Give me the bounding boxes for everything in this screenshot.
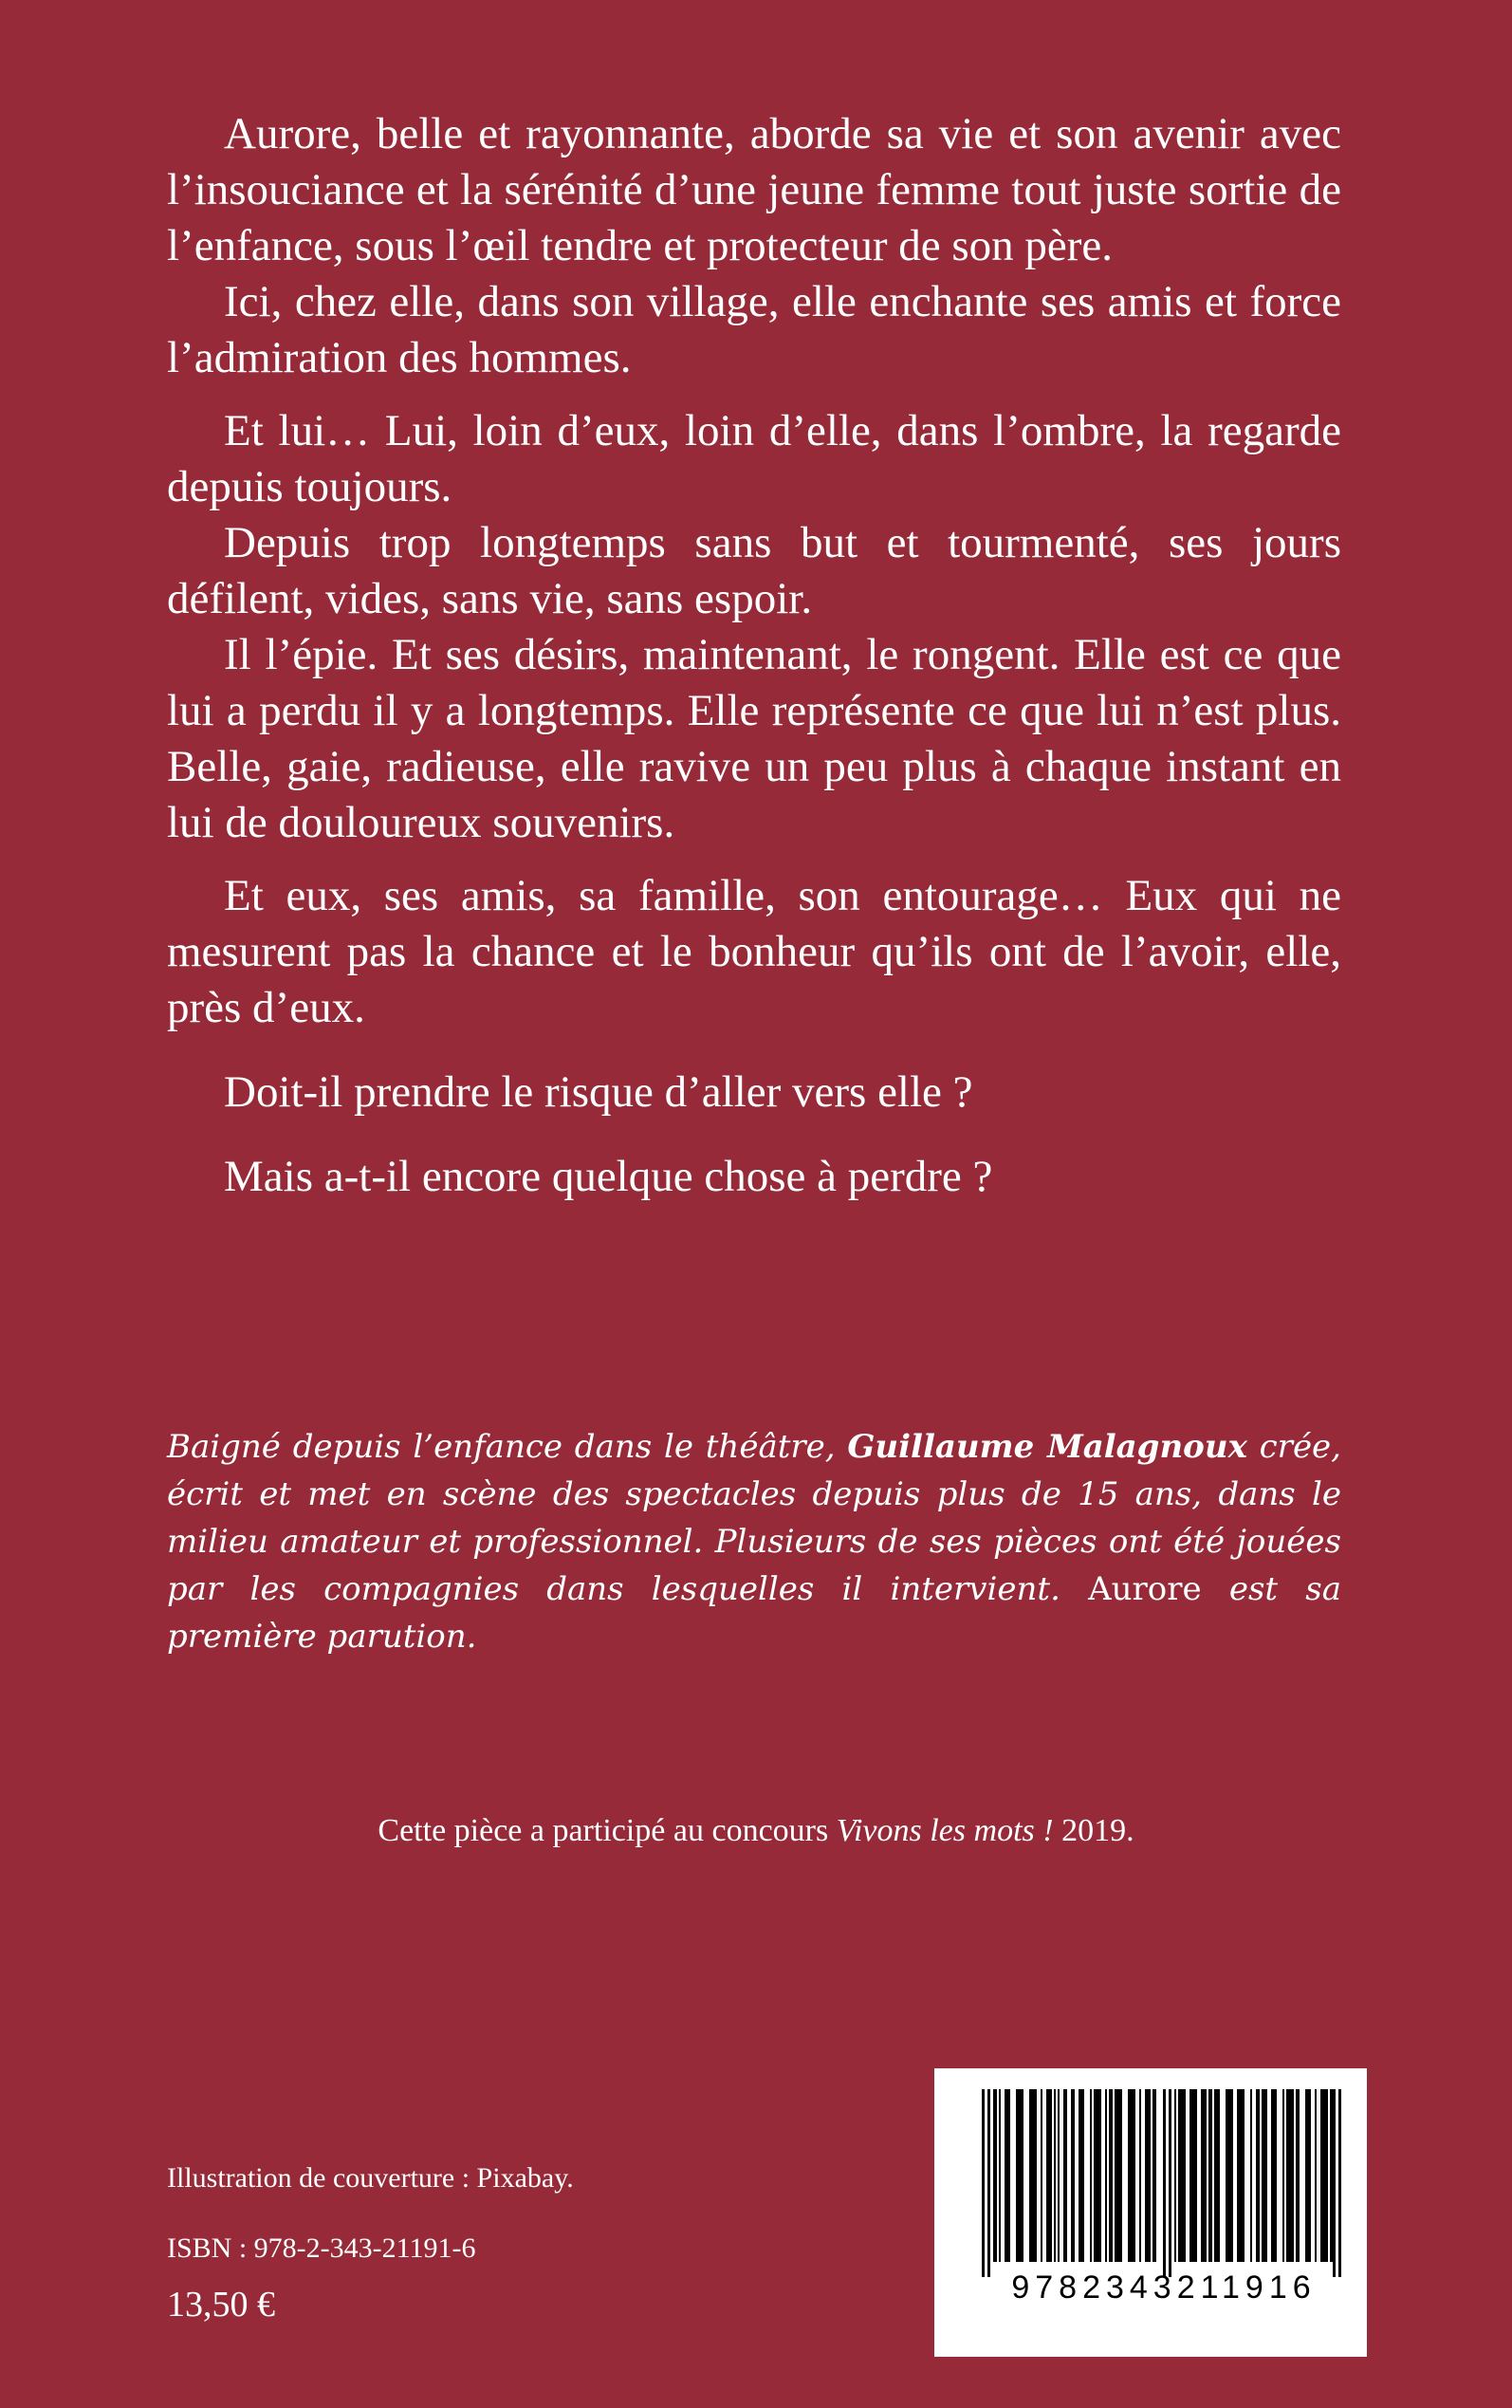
barcode-bar (1152, 2089, 1156, 2262)
barcode-bar (1250, 2089, 1252, 2262)
barcode-bar (1282, 2089, 1284, 2262)
barcode-bar (1145, 2089, 1151, 2262)
barcode-bars (934, 2068, 1367, 2357)
barcode-bar (1063, 2089, 1067, 2262)
barcode-bar (1058, 2089, 1060, 2262)
price: 13,50 € (167, 2285, 275, 2325)
barcode-bar (1139, 2089, 1141, 2262)
synopsis-paragraph-2: Ici, chez elle, dans son village, elle enchante ses amis et force l’admiration des hommes. (167, 277, 1341, 382)
barcode-bar (1016, 2089, 1023, 2262)
contest-after: 2019. (1053, 1813, 1134, 1848)
synopsis-paragraph-6: Et eux, ses amis, sa famille, son entourage… Eux qui ne mesurent pas la chance et le bonheur qu’ils ont de l’avoir, elle, près d’eux. (167, 871, 1341, 1032)
barcode-bar (1338, 2089, 1341, 2277)
barcode-bar (1296, 2089, 1300, 2262)
synopsis-paragraph-4: Depuis trop longtemps sans but et tourmenté, ses jours défilent, vides, sans vie, sans espoir. (167, 518, 1341, 623)
bio-author-name: Guillaume Malagnoux (847, 1428, 1247, 1466)
barcode-bar (1305, 2089, 1311, 2262)
barcode-bar (1315, 2089, 1317, 2262)
synopsis (167, 106, 1341, 1205)
barcode-bar (1286, 2089, 1294, 2262)
contest-note (0, 1810, 1512, 1852)
synopsis-paragraph-1: Aurore, belle et rayonnante, aborde sa vie et son avenir avec l’insouciance et la sérénité d’une jeune femme tout juste sortie de l’enfance, sous l’œil tendre et protecteur de son père. (167, 109, 1341, 270)
barcode-bar (1262, 2089, 1267, 2262)
bio-body: crée, écrit et met en scène des spectacles depuis plus de 15 ans, dans le milieu amateur et professionnel. Plusieurs de ses pièces ont été jouées par les compagnies dans lesquelles il intervient. (167, 1428, 1341, 1608)
synopsis-question-2: Mais a-t-il encore quelque chose à perdre ? (224, 1152, 993, 1201)
barcode-bar (1163, 2089, 1166, 2277)
barcode-bar (1333, 2089, 1336, 2277)
barcode-bar (1109, 2089, 1113, 2262)
barcode-bar (1029, 2089, 1037, 2262)
barcode-bar (1105, 2089, 1107, 2262)
synopsis-question-1: Doit-il prendre le risque d’aller vers elle ? (224, 1067, 973, 1117)
barcode-bar (1226, 2089, 1233, 2262)
barcode-bar (999, 2089, 1001, 2262)
barcode-bar (1115, 2089, 1122, 2262)
barcode-bar (1005, 2089, 1010, 2262)
barcode-bar (993, 2089, 997, 2262)
contest-before: Cette pièce a participé au concours (378, 1813, 837, 1848)
barcode-bar (1201, 2089, 1207, 2262)
barcode-bar (1090, 2089, 1092, 2262)
barcode-bar (1271, 2089, 1277, 2262)
barcode-bar (1214, 2089, 1220, 2262)
isbn: ISBN : 978-2-343-21191-6 (167, 2232, 476, 2264)
barcode-bar (1169, 2089, 1171, 2277)
barcode-digits: 9782343211916 (1011, 2269, 1317, 2306)
bio-intro: Baigné depuis l’enfance dans le théâtre, (167, 1428, 848, 1466)
barcode-bar (987, 2089, 990, 2277)
cover-credits: Illustration de couverture : Pixabay. (167, 2162, 574, 2194)
barcode (934, 2068, 1367, 2357)
barcode-bar (982, 2089, 985, 2277)
barcode-bar (1208, 2089, 1212, 2262)
barcode-bar (1054, 2089, 1056, 2262)
barcode-bar (1046, 2089, 1052, 2262)
barcode-bar (1256, 2089, 1260, 2262)
barcode-bar (1041, 2089, 1042, 2262)
bio-book-title: Aurore (1060, 1570, 1229, 1608)
barcode-bar (1174, 2089, 1176, 2262)
barcode-bar (1094, 2089, 1101, 2262)
synopsis-paragraph-3: Et lui… Lui, loin d’eux, loin d’elle, dans l’ombre, la regarde depuis toujours. (167, 406, 1341, 511)
synopsis-paragraph-5: Il l’épie. Et ses désirs, maintenant, le rongent. Elle est ce que lui a perdu il y a longtemps. Elle représente ce que lui n’est plus. Belle, gaie, radieuse, elle ravive un peu plus à chaque instant en lui de douloureux souvenirs. (167, 630, 1341, 847)
barcode-bar (1071, 2089, 1075, 2262)
contest-name: Vivons les mots ! (836, 1813, 1054, 1848)
barcode-bar (1320, 2089, 1328, 2262)
barcode-bar (1189, 2089, 1197, 2262)
barcode-bar (1237, 2089, 1245, 2262)
bio-end: est sa première parution. (167, 1570, 1341, 1656)
barcode-bar (1079, 2089, 1084, 2262)
author-bio (167, 1423, 1341, 1660)
barcode-bar (1128, 2089, 1135, 2262)
barcode-bar (1178, 2089, 1186, 2262)
